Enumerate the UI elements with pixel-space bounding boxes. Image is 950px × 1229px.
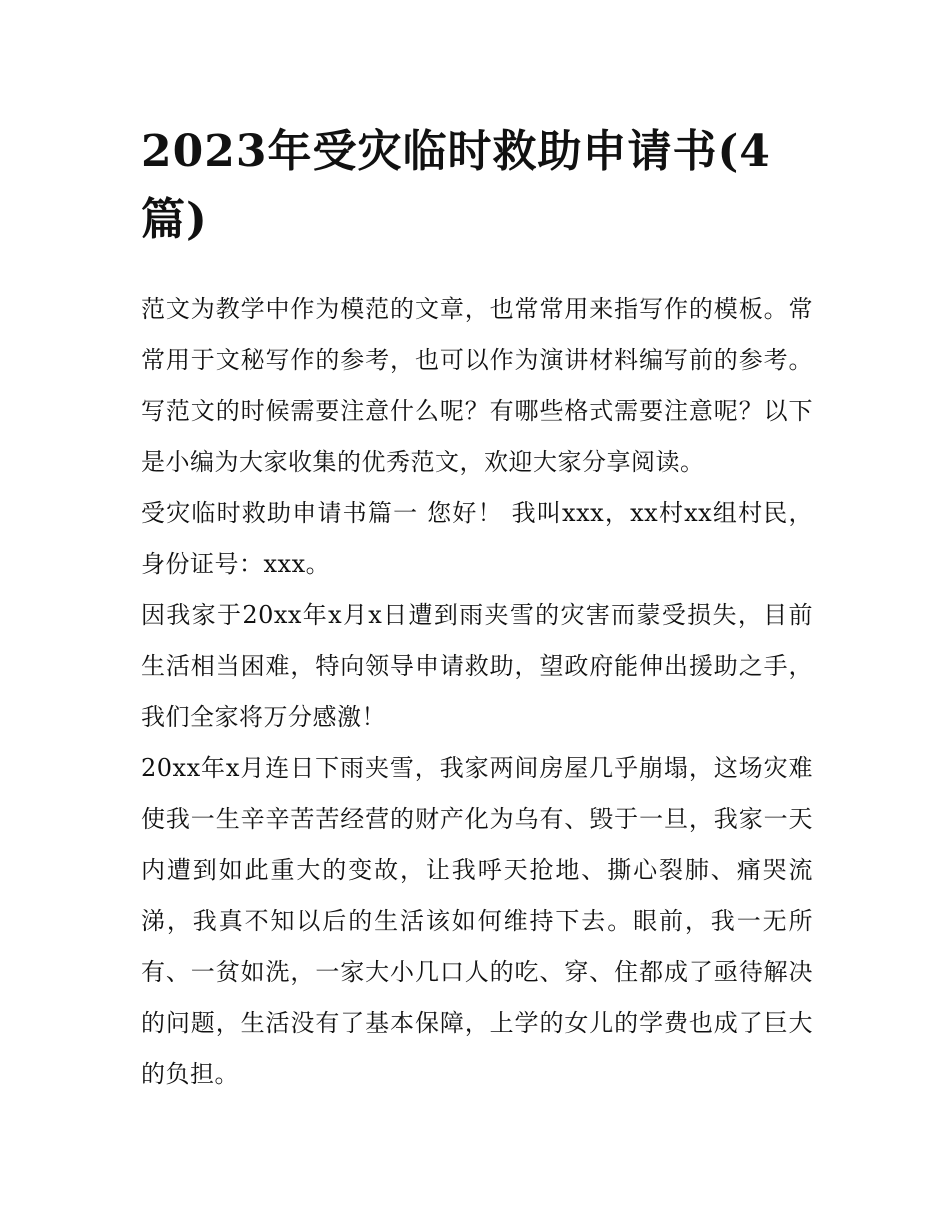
- paragraph-greeting: 受灾临时救助申请书篇一 您好！ 我叫xxx，xx村xx组村民，身份证号：xxx。: [141, 499, 813, 578]
- paragraph-request: 因我家于20xx年x月x日遭到雨夹雪的灾害而蒙受损失，目前生活相当困难，特向领导申请救助，望政府能伸出援助之手，我们全家将万分感激！: [141, 601, 813, 731]
- document-page: [141, 118, 813, 1100]
- document-title: 2023年受灾临时救助申请书(4篇): [141, 126, 771, 245]
- paragraph-intro: 范文为教学中作为模范的文章，也常常用来指写作的模板。常常用于文秘写作的参考，也可以作为演讲材料编写前的参考。写范文的时候需要注意什么呢？有哪些格式需要注意呢？以下是小编为大家收集的优秀范文，欢迎大家分享阅读。: [141, 295, 813, 476]
- paragraph-situation: 20xx年x月连日下雨夹雪，我家两间房屋几乎崩塌，这场灾难使我一生辛辛苦苦经营的财产化为乌有、毁于一旦，我家一天内遭到如此重大的变故，让我呼天抢地、撕心裂肺、痛哭流涕，我真不知以后的生活该如何维持下去。眼前，我一无所有、一贫如洗，一家大小几口人的吃、穿、住都成了亟待解决的问题，生活没有了基本保障，上学的女儿的学费也成了巨大的负担。: [141, 754, 813, 1088]
- document-body: [141, 284, 813, 1100]
